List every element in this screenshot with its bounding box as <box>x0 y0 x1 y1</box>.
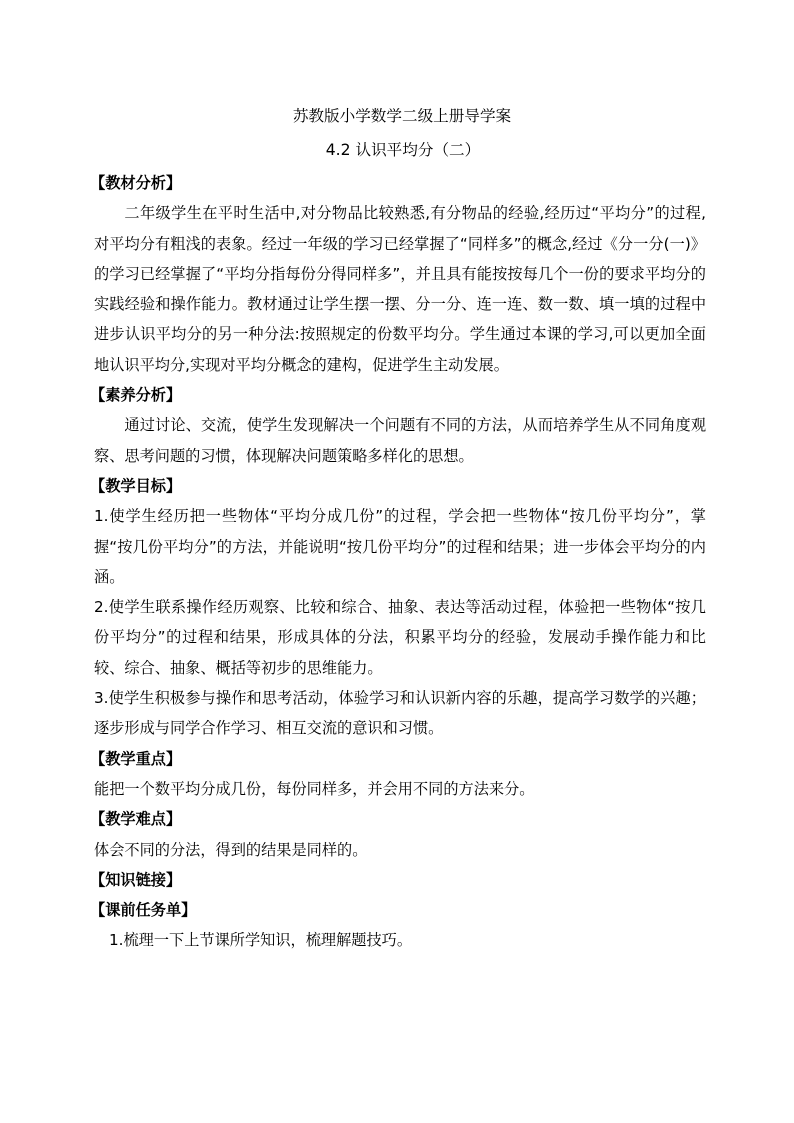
section-heading-pre-class: 【课前任务单】 <box>90 901 197 920</box>
document-subtitle: 4.2 认识平均分（二） <box>325 141 481 159</box>
literacy-paragraph: 通过讨论、交流，使学生发现解决一个问题有不同的方法，从而培养学生从不同角度观察、思考问题的习惯，体现解决问题策略多样化的思想。 <box>94 416 706 465</box>
section-heading-links: 【知识链接】 <box>90 870 182 889</box>
section-heading-literacy: 【素养分析】 <box>90 386 182 405</box>
analysis-paragraph: 二年级学生在平时生活中,对分物品比较熟悉,有分物品的经验,经历过“平均分”的过程,对平均分有粗浅的表象。经过一年级的学习已经掌握了“同样多”的概念,经过《分一分(一)》的学习已经掌握了“平均分指每份分得同样多”，并且具有能按按每几个一份的要求平均分的实践经验和操作能力。教材通过让学生摆一摆、分一分、连一连、数一数、填一填的过程中进步认识平均分的另一种分法:按照规定的份数平均分。学生通过本课的学习,可以更加全面地认识平均分,实现对平均分概念的建构，促进学生主动发展。 <box>94 204 706 374</box>
section-heading-goals: 【教学目标】 <box>90 476 182 495</box>
section-heading-analysis: 【教材分析】 <box>90 174 182 192</box>
key-points-paragraph: 能把一个数平均分成几份，每份同样多，并会用不同的方法来分。 <box>94 779 535 798</box>
section-heading-key-points: 【教学重点】 <box>90 749 182 768</box>
goal-item: 1.使学生经历把一些物体“平均分成几份”的过程，学会把一些物体“按几份平均分”，掌握“按几份平均分”的方法，并能说明“按几份平均分”的过程和结果；进一步体会平均分的内涵。 <box>94 507 706 586</box>
goal-item: 3.使学生积极参与操作和思考活动，体验学习和认识新内容的乐趣，提高学习数学的兴趣；逐步形成与同学合作学习、相互交流的意识和习惯。 <box>94 689 706 738</box>
difficulties-paragraph: 体会不同的分法，得到的结果是同样的。 <box>94 840 368 859</box>
pre-class-task: 1.梳理一下上节课所学知识，梳理解题技巧。 <box>109 931 413 950</box>
document-title: 苏教版小学数学二级上册导学案 <box>292 107 512 125</box>
goal-item: 2.使学生联系操作经历观察、比较和综合、抽象、表达等活动过程，体验把一些物体“按几份平均分”的过程和结果，形成具体的分法，积累平均分的经验，发展动手操作能力和比较、综合、抽象、概括等初步的思维能力。 <box>94 598 706 677</box>
section-heading-difficulties: 【教学难点】 <box>90 810 182 829</box>
document-content <box>90 100 706 956</box>
